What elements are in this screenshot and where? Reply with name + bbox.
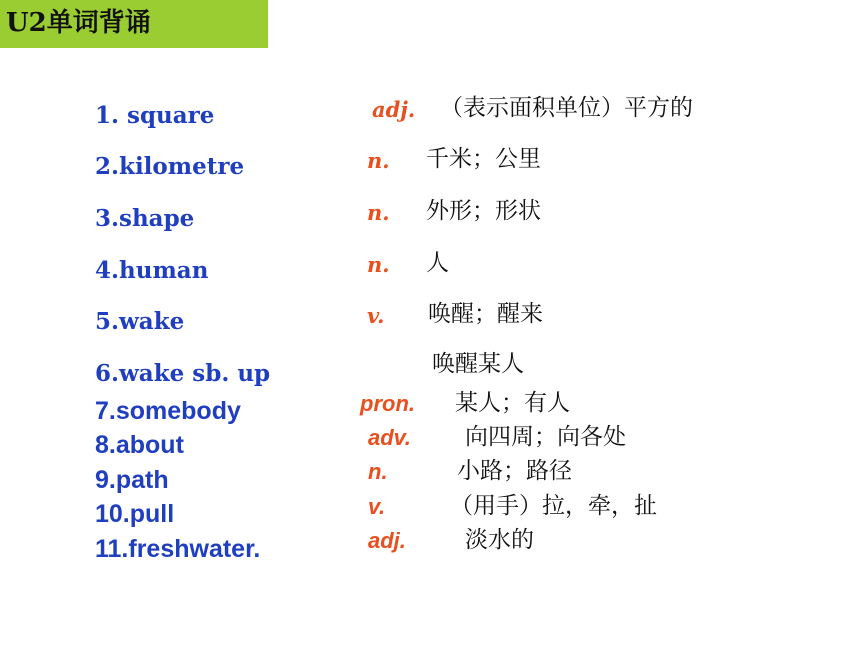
- vocab-word-3: 3.shape: [95, 205, 195, 232]
- slide-title: U2单词背诵: [6, 8, 151, 38]
- vocab-word-9: 9.path: [95, 466, 169, 494]
- vocab-pos-8: adv.: [368, 425, 411, 450]
- vocab-word-7: 7.somebody: [95, 397, 241, 425]
- title-bar: [0, 0, 268, 48]
- vocab-meaning-3: 外形；形状: [426, 198, 541, 224]
- vocab-meaning-10: （用手）拉，牵，扯: [450, 493, 657, 519]
- vocab-meaning-4: 人: [426, 250, 449, 276]
- vocab-word-8: 8.about: [95, 431, 184, 459]
- vocab-meaning-1: （表示面积单位）平方的: [440, 95, 693, 121]
- vocab-word-5: 5.wake: [95, 308, 185, 335]
- vocab-pos-7: pron.: [360, 391, 415, 416]
- vocab-word-6: 6.wake sb. up: [95, 360, 271, 387]
- vocab-word-1: 1. square: [95, 102, 215, 129]
- vocab-pos-10: v.: [368, 494, 386, 519]
- vocab-meaning-11: 淡水的: [465, 527, 534, 553]
- vocab-word-4: 4.human: [95, 257, 209, 284]
- vocab-word-2: 2.kilometre: [95, 153, 245, 180]
- vocab-pos-11: adj.: [368, 528, 406, 553]
- vocab-meaning-7: 某人；有人: [455, 390, 570, 416]
- vocab-meaning-6: 唤醒某人: [432, 351, 524, 377]
- vocab-pos-4: n.: [367, 252, 390, 277]
- vocab-word-10: 10.pull: [95, 500, 175, 528]
- vocab-meaning-8: 向四周；向各处: [465, 424, 626, 450]
- vocab-meaning-2: 千米；公里: [426, 146, 541, 172]
- vocab-pos-9: n.: [368, 459, 388, 484]
- vocab-pos-2: n.: [367, 148, 390, 173]
- vocab-meaning-5: 唤醒；醒来: [428, 301, 543, 327]
- vocab-pos-5: v.: [367, 303, 385, 328]
- vocab-word-11: 11.freshwater.: [95, 535, 261, 563]
- vocab-pos-1: adj.: [372, 97, 416, 122]
- vocab-meaning-9: 小路；路径: [457, 458, 572, 484]
- vocab-pos-3: n.: [367, 200, 390, 225]
